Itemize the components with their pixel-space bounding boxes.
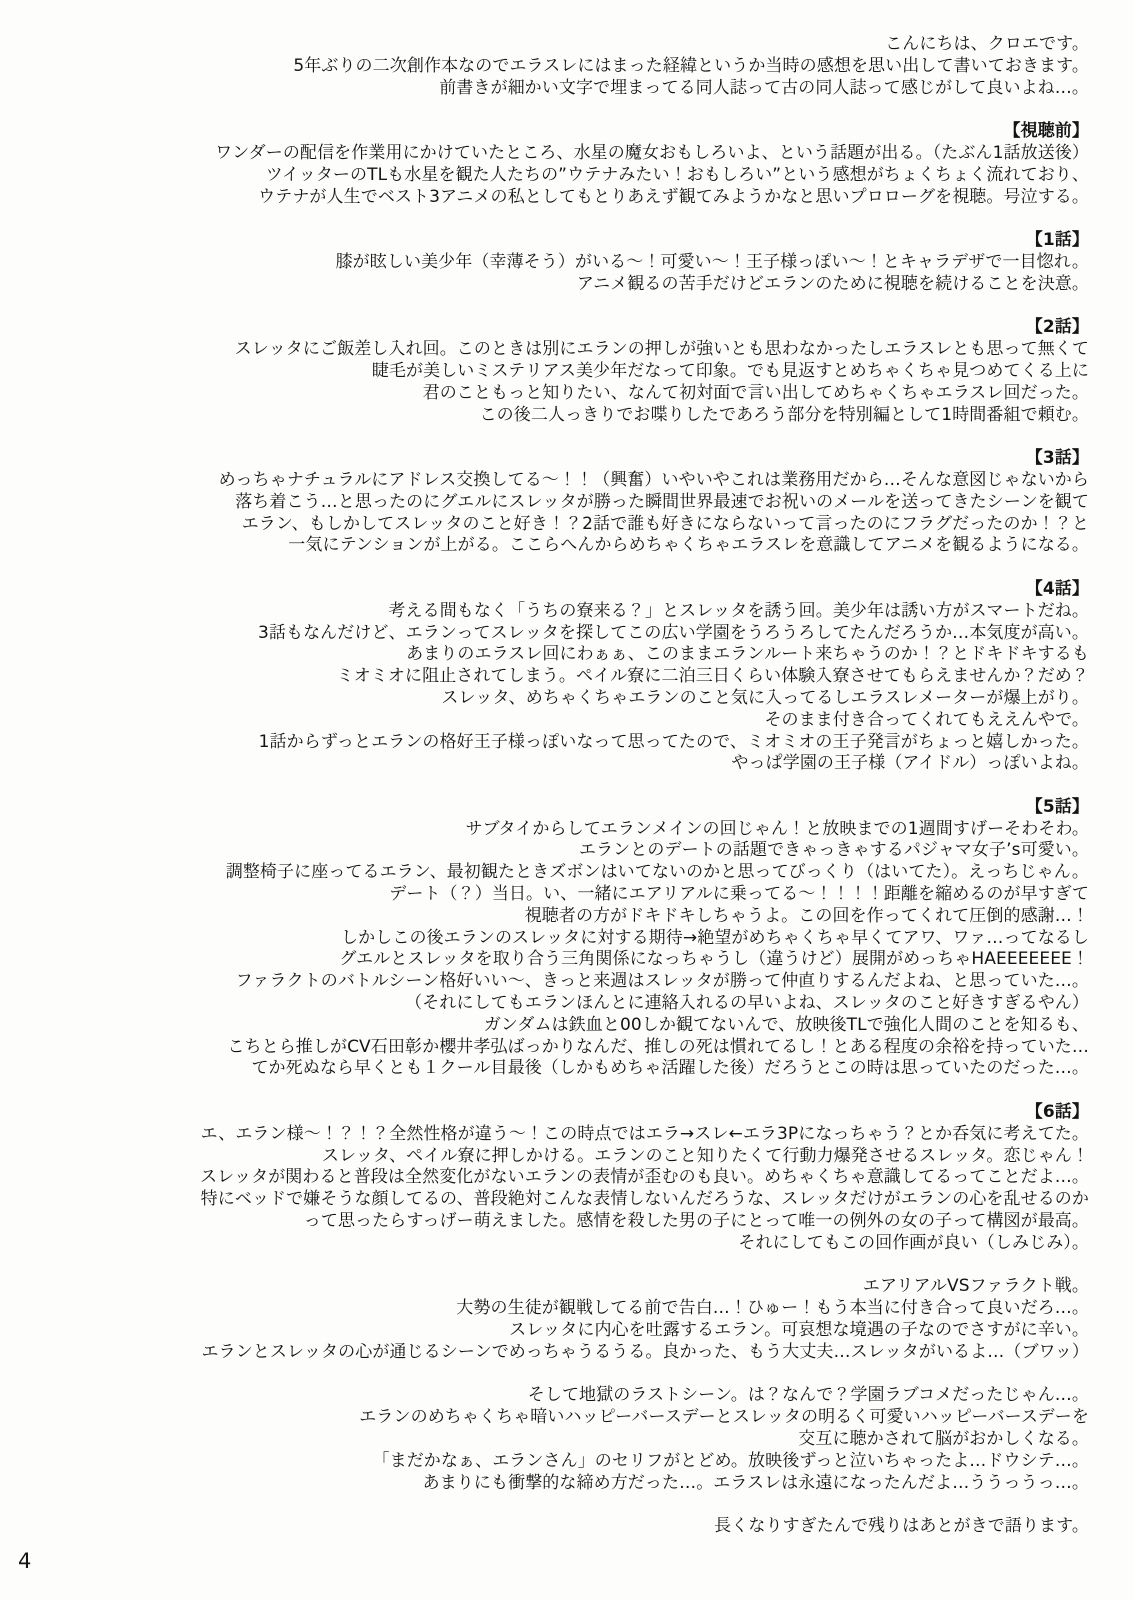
text-line: 長くなりすぎたんで残りはあとがきで語ります。: [714, 1516, 1089, 1537]
text-line: 一気にテンションが上がる。ここらへんからめちゃくちゃエラスレを意識してアニメを観るようになる。: [288, 535, 1089, 556]
paragraph-block: [40, 448, 1089, 557]
text-line: エランのめちゃくちゃ暗いハッピーバースデーとスレッタの明るく可愛いハッピーバースデーを: [359, 1407, 1089, 1428]
text-line: ウテナが人生でベスト3アニメの私としてもとりあえず観てみようかなと思いプロローグを視聴。号泣する。: [258, 186, 1089, 207]
text-line: ガンダムは鉄血と00しか観てないんで、放映後TLで強化人間のことを知るも、: [483, 1014, 1089, 1035]
text-line: この後二人っきりでお喋りしたであろう部分を特別編として1時間番組で頼む。: [479, 404, 1089, 425]
text-line: あまりにも衝撃的な締め方だった…。エラスレは永遠になったんだよ…ううっうっ…。: [422, 1472, 1089, 1493]
text-line: 1話からずっとエランの格好王子様っぽいなって思ってたので、ミオミオの王子発言がちょっと嬉しかった。: [258, 731, 1089, 752]
paragraph-block: [40, 1102, 1089, 1255]
paragraph-block: [40, 1276, 1089, 1363]
text-line: スレッタ、めちゃくちゃエランのこと気に入ってるしエラスレメーターが爆上がり。: [441, 687, 1089, 708]
section-header: 【4話】: [1025, 578, 1089, 599]
text-line: 考える間もなく「うちの寮来る？」とスレッタを誘う回。美少年は誘い方がスマートだね。: [388, 600, 1089, 621]
text-line: アニメ観るの苦手だけどエランのために視聴を続けることを決意。: [576, 273, 1089, 294]
text-line: 前書きが細かい文字で埋まってる同人誌って古の同人誌って感じがして良いよね…。: [439, 77, 1089, 98]
section-header: 【2話】: [1025, 317, 1089, 338]
section-header: 【6話】: [1025, 1102, 1089, 1123]
text-line: 「まだかなぁ、エランさん」のセリフがとどめ。放映後ずっと泣いちゃったよ…ドウシテ…。: [372, 1450, 1089, 1471]
text-line: スレッタ、ペイル寮に押しかける。エランのこと知りたくて行動力爆発させるスレッタ。恋じゃん！: [321, 1145, 1089, 1166]
text-line: しかしこの後エランのスレッタに対する期待→絶望がめちゃくちゃ早くてアワ、ワァ…ってなるし: [341, 927, 1089, 948]
text-line: ファラクトのバトルシーン格好いい〜、きっと来週はスレッタが勝って仲直りするんだよね、と思っていた…。: [235, 971, 1089, 992]
text-line: って思ったらすっげー萌えました。感情を殺した男の子にとって唯一の例外の女の子って構図が最高。: [303, 1211, 1089, 1232]
paragraph-block: [40, 1385, 1089, 1494]
text-line: エランとスレッタの心が通じるシーンでめっちゃうるうる。良かった、もう大丈夫…スレッタがいるよ…（ブワッ）: [201, 1341, 1089, 1362]
text-line: こちとら推しがCV石田彰か櫻井孝弘ばっかりなんだ、推しの死は慣れてるし！とある程度の余裕を持っていた…: [227, 1036, 1089, 1057]
text-line: 視聴者の方がドキドキしちゃうよ。この回を作ってくれて圧倒的感謝…！: [524, 905, 1089, 926]
text-line: 君のこともっと知りたい、なんて初対面で言い出してめちゃくちゃエラスレ回だった。: [422, 382, 1089, 403]
text-line: 睫毛が美しいミステリアス美少年だなって印象。でも見返すとめちゃくちゃ見つめてくる上に: [371, 360, 1089, 381]
text-line: サブタイからしてエランメインの回じゃん！と放映までの1週間すげーそわそわ。: [465, 818, 1089, 839]
text-line: そして地獄のラストシーン。は？なんで？学園ラブコメだったじゃん…。: [527, 1385, 1089, 1406]
section-header: 【1話】: [1025, 230, 1089, 251]
text-line: 膝が眩しい美少年（幸薄そう）がいる〜！可愛い〜！王子様っぽい〜！とキャラデザで一目惚れ。: [335, 251, 1089, 272]
text-line: そのまま付き合ってくれてもええんやで。: [764, 709, 1089, 730]
text-line: エアリアルVSファラクト戦。: [862, 1276, 1089, 1297]
paragraph-block: [40, 797, 1089, 1080]
text-line: エ、エラン様〜！？！？全然性格が違う〜！この時点ではエラ→スレ←エラ3Pになっちゃう？とか呑気に考えてた。: [200, 1123, 1089, 1144]
text-line: こんにちは、クロエです。: [885, 34, 1089, 54]
text-line: やっぱ学園の王子様（アイドル）っぽいよね。: [731, 753, 1089, 774]
text-line: ワンダーの配信を作業用にかけていたところ、水星の魔女おもしろいよ、という話題が出る。（たぶん1話放送後）: [215, 142, 1089, 163]
section-header: 【3話】: [1025, 448, 1089, 469]
text-line: 3話もなんだけど、エランってスレッタを探してこの広い学園をうろうろしてたんだろうか…本気度が高い。: [257, 622, 1089, 643]
page-number: 4: [18, 1549, 32, 1573]
text-line: ツイッターのTLも水星を観た人たちの”ウテナみたい！おもしろい”という感想がちょくちょく流れており、: [265, 164, 1089, 185]
text-line: めっちゃナチュラルにアドレス交換してる〜！！（興奮）いやいやこれは業務用だから…そんな意図じゃないから: [218, 469, 1089, 490]
foreword-text-body: [40, 34, 1089, 1560]
section-header: 【5話】: [1025, 796, 1089, 817]
text-line: 調整椅子に座ってるエラン、最初観たときズボンはいてないのかと思ってびっくり（はいてた）。えっちじゃん。: [225, 862, 1089, 883]
text-line: スレッタに内心を吐露するエラン。可哀想な境遇の子なのでさすがに辛い。: [509, 1320, 1089, 1341]
text-line: 特にベッドで嫌そうな顔してるの、普段絶対こんな表情しないんだろうな、スレッタだけがエランの心を乱せるのか: [200, 1189, 1089, 1210]
text-line: ミオミオに阻止されてしまう。ペイル寮に二泊三日くらい体験入寮させてもらえませんか？だめ？: [336, 666, 1089, 687]
text-line: エランとのデートの話題できゃっきゃするパジャマ女子’s可愛い。: [578, 840, 1089, 861]
paragraph-block: [40, 34, 1089, 99]
text-line: デート（？）当日。い、一緒にエアリアルに乗ってる〜！！！！距離を縮めるのが早すぎて: [389, 884, 1089, 905]
text-line: （それにしてもエランほんとに連絡入れるの早いよね、スレッタのこと好きすぎるやん）: [405, 993, 1089, 1014]
text-line: 5年ぶりの二次創作本なのでエラスレにはまった経緯というか当時の感想を思い出して書いておきます。: [293, 55, 1089, 76]
paragraph-block: [40, 579, 1089, 775]
text-line: 落ち着こう…と思ったのにグエルにスレッタが勝った瞬間世界最速でお祝いのメールを送ってきたシーンを観て: [235, 491, 1089, 512]
text-line: それにしてもこの回作画が良い（しみじみ）。: [738, 1232, 1089, 1253]
text-line: スレッタにご飯差し入れ回。このときは別にエランの押しが強いとも思わなかったしエラスレとも思って無くて: [234, 339, 1089, 360]
section-header: 【視聴前】: [1003, 121, 1089, 142]
text-line: あまりのエラスレ回にわぁぁ、このままエランルート来ちゃうのか！？とドキドキするも: [406, 644, 1089, 665]
text-line: 大勢の生徒が観戦してる前で告白…！ひゅー！もう本当に付き合って良いだろ…。: [456, 1298, 1089, 1319]
paragraph-block: [40, 1516, 1089, 1538]
paragraph-block: [40, 317, 1089, 426]
text-line: エラン、もしかしてスレッタのこと好き！？2話で誰も好きにならないって言ったのにフラグだったのか！？と: [241, 513, 1089, 534]
text-line: 交互に聴かされて脳がおかしくなる。: [798, 1429, 1089, 1449]
text-line: てか死ぬなら早くとも１クール目最後（しかもめちゃ活躍した後）だろうとこの時は思っていたのだった…。: [251, 1058, 1089, 1079]
paragraph-block: [40, 230, 1089, 295]
text-line: スレッタが関わると普段は全然変化がないエランの表情が歪むのも良い。めちゃくちゃ意識してるってことだよ…。: [199, 1167, 1089, 1188]
paragraph-block: [40, 121, 1089, 208]
text-line: グエルとスレッタを取り合う三角関係になっちゃうし（違うけど）展開がめっちゃHAEEEEEEE！: [339, 949, 1089, 970]
